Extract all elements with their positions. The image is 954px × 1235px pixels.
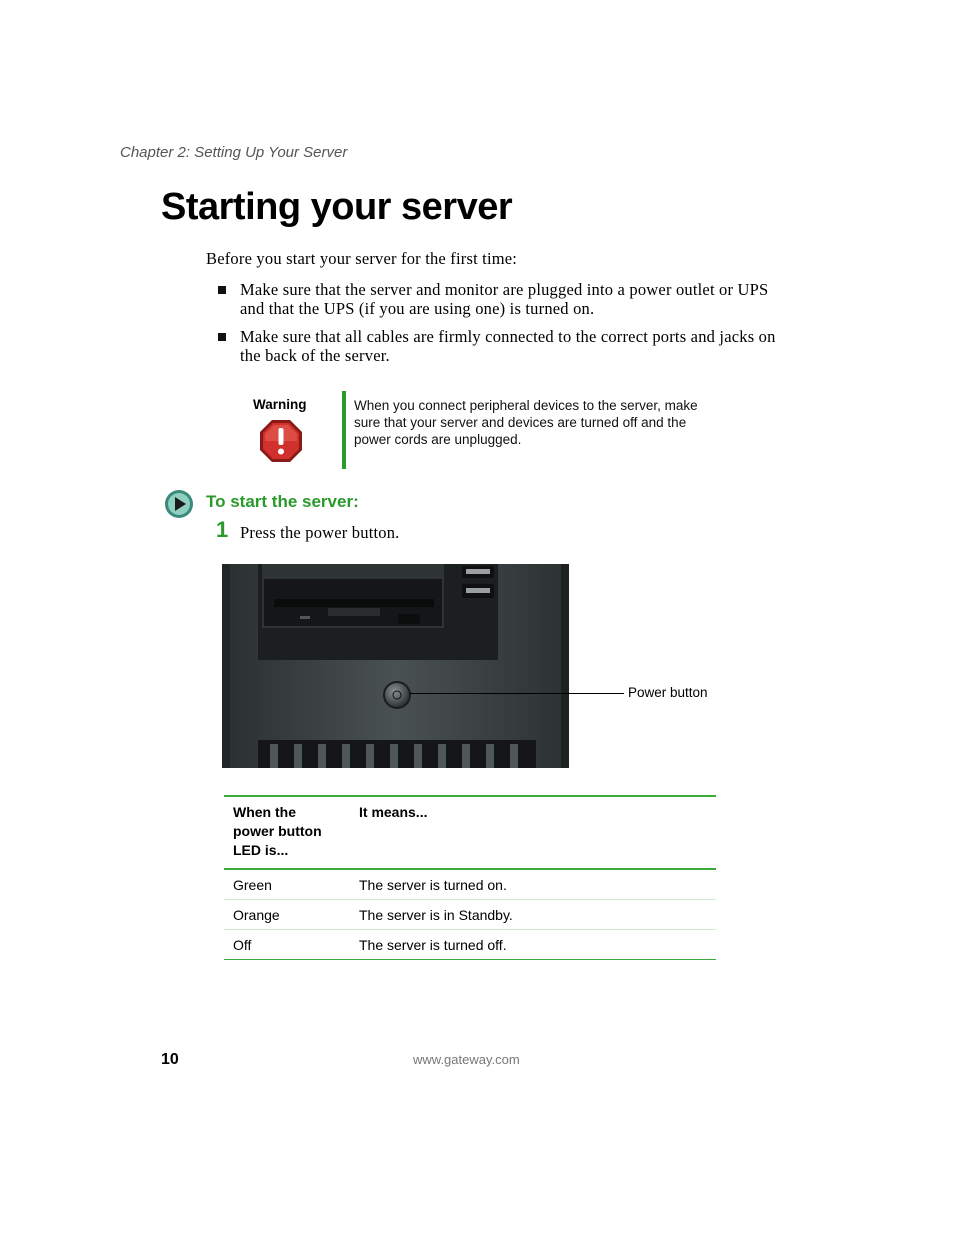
list-item — [216, 280, 782, 318]
page-number: 10 — [161, 1051, 179, 1068]
table-row — [224, 900, 716, 930]
column-header-meaning: It means... — [350, 796, 716, 869]
meaning-cell: The server is turned on. — [350, 869, 716, 900]
led-status-table — [224, 795, 716, 960]
bullet-square-icon — [218, 333, 226, 341]
column-header-led: When the power button LED is... — [224, 796, 350, 869]
bullet-text: Make sure that the server and monitor are plugged into a power outlet or UPS and that the UPS (if you are using one) is turned on. — [240, 280, 769, 318]
warning-octagon-icon — [259, 419, 303, 463]
warning-text: When you connect peripheral devices to the server, make sure that your server and devices are turned off and the power cords are unplugged. — [354, 398, 698, 447]
table-row — [224, 930, 716, 960]
warning-label: Warning — [253, 397, 307, 412]
meaning-cell: The server is in Standby. — [350, 900, 716, 930]
step-number: 1 — [216, 517, 229, 542]
server-front-photo — [222, 564, 569, 768]
callout-leader-line — [410, 693, 624, 694]
bullet-text: Make sure that all cables are firmly connected to the correct ports and jacks on the back of the server. — [240, 327, 776, 365]
page-title: Starting your server — [161, 186, 513, 228]
list-item — [216, 327, 782, 365]
procedure-title: To start the server: — [206, 492, 359, 511]
step-text: Press the power button. — [240, 523, 400, 542]
play-arrow-icon — [164, 489, 194, 519]
footer-url: www.gateway.com — [413, 1052, 520, 1067]
prerequisite-list — [216, 280, 782, 374]
intro-text: Before you start your server for the first time: — [206, 249, 518, 268]
led-state-cell: Orange — [224, 900, 350, 930]
table-row — [224, 869, 716, 900]
led-state-cell: Off — [224, 930, 350, 960]
table-header-row — [224, 796, 716, 869]
meaning-cell: The server is turned off. — [350, 930, 716, 960]
chapter-header: Chapter 2: Setting Up Your Server — [120, 144, 348, 161]
warning-divider — [342, 391, 346, 469]
power-button-callout: Power button — [628, 685, 708, 700]
bullet-square-icon — [218, 286, 226, 294]
led-state-cell: Green — [224, 869, 350, 900]
